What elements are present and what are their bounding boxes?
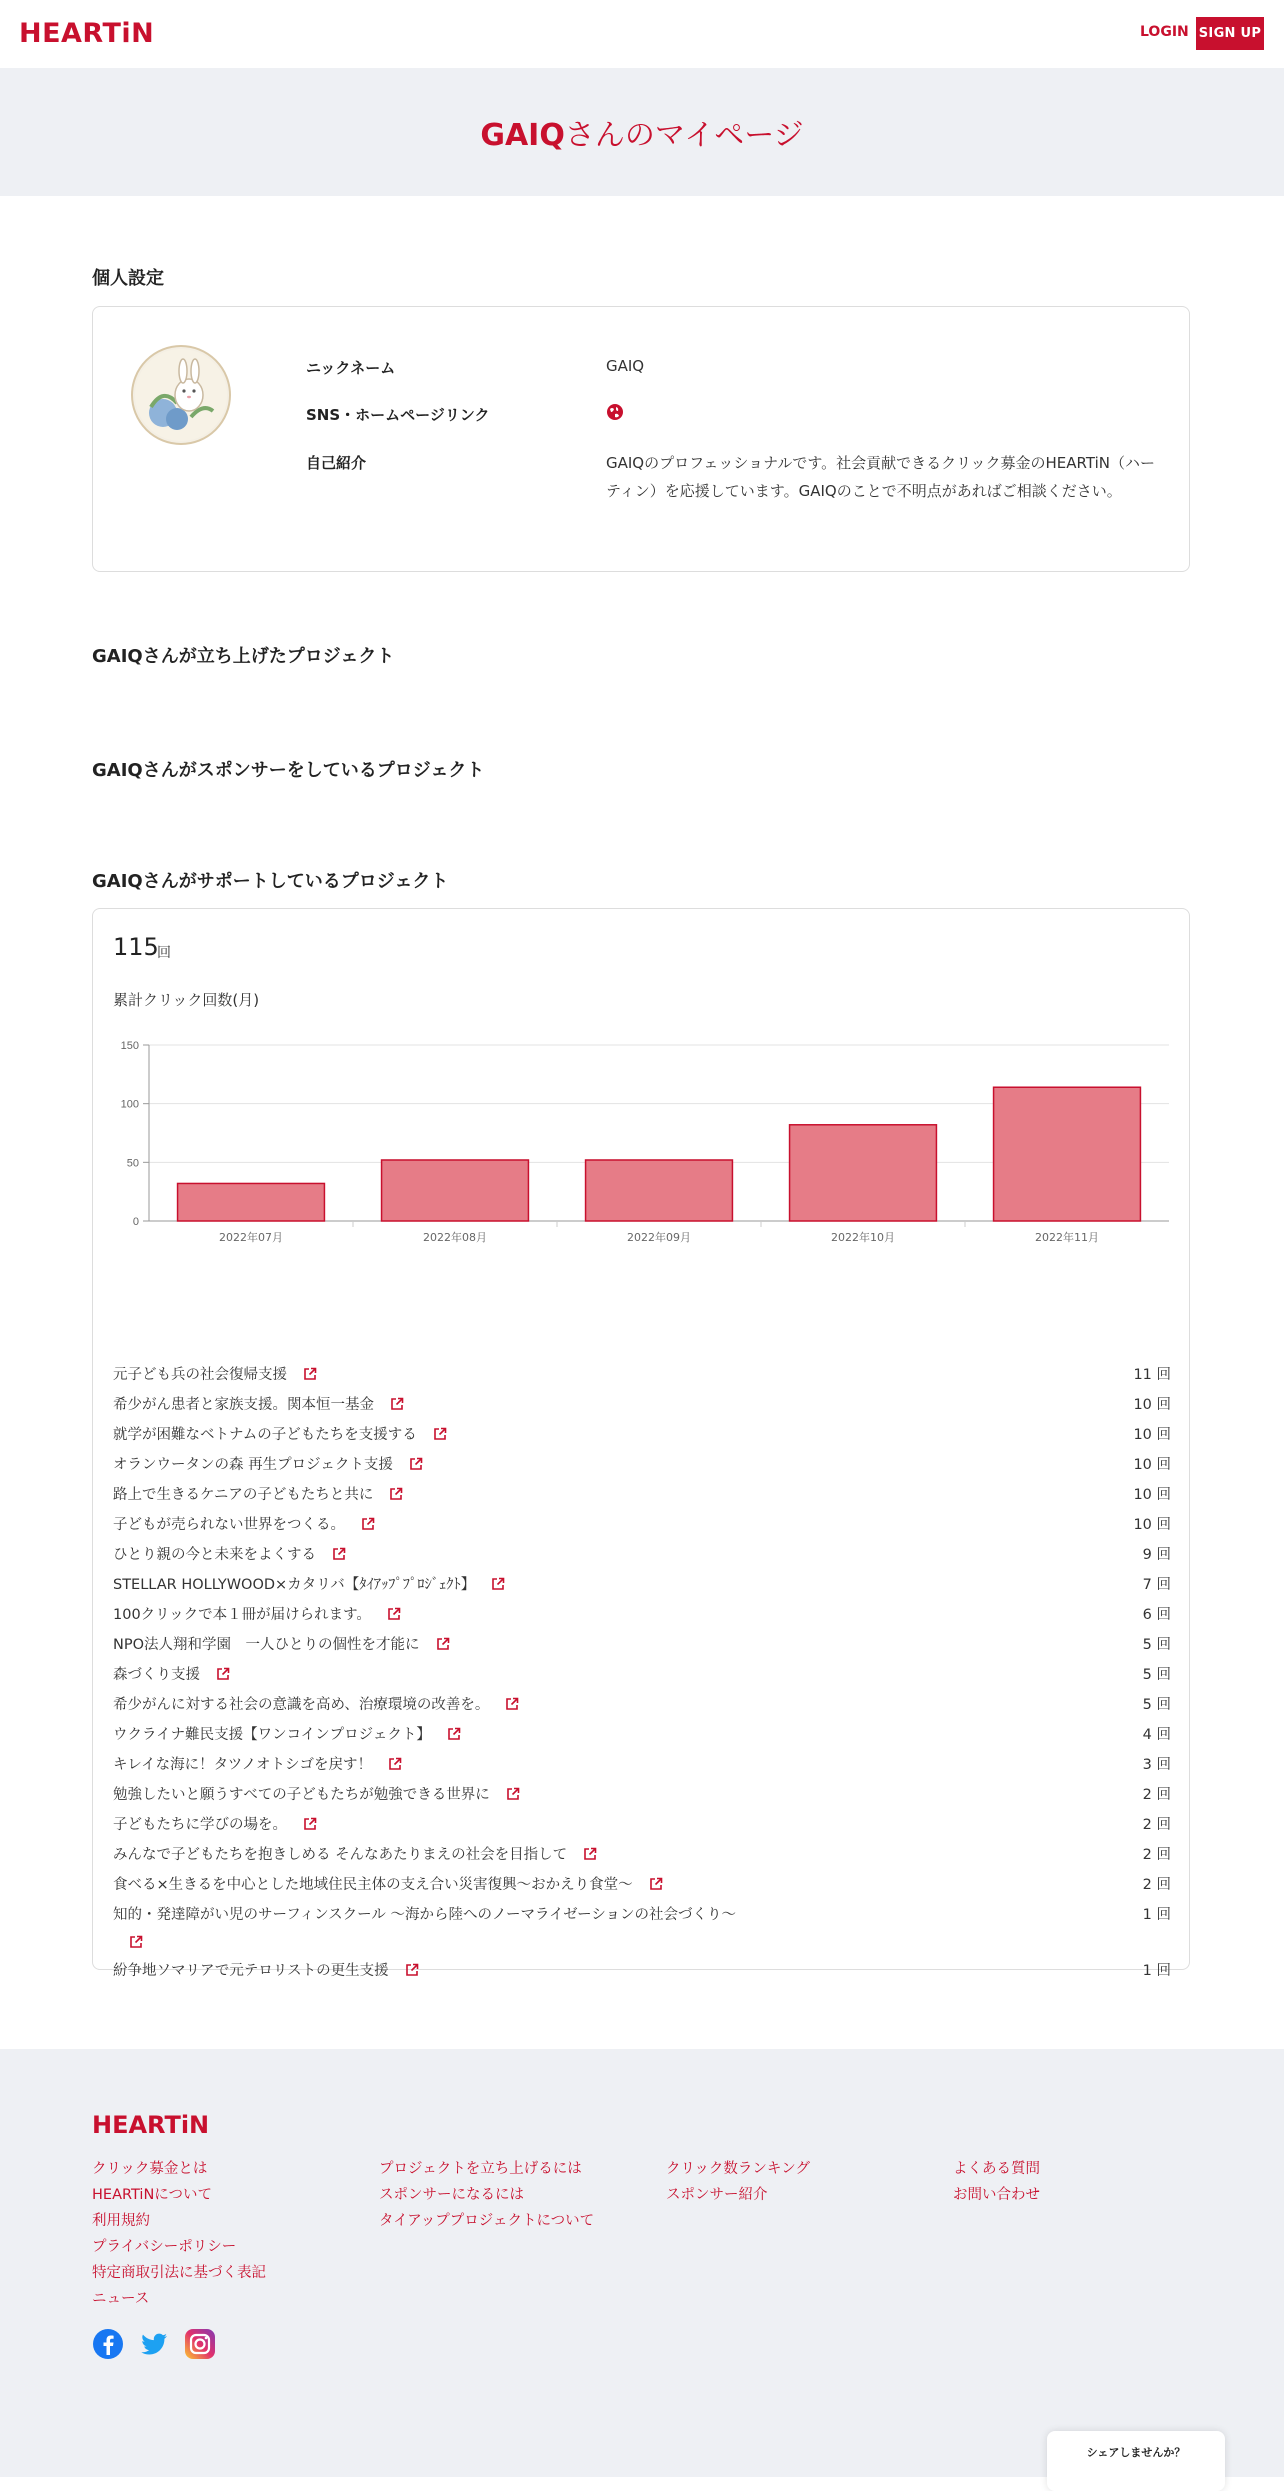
project-click-count: 1 回 — [1142, 1907, 1171, 1923]
x-tick-label: 2022年10月 — [831, 1231, 895, 1244]
total-click-count: 115 — [113, 933, 159, 961]
chart-bar — [178, 1183, 325, 1221]
heartin-logo[interactable]: HEARTiN — [19, 18, 155, 49]
project-click-count: 2 回 — [1142, 1847, 1171, 1863]
project-row — [113, 1541, 1171, 1571]
footer-col-3 — [666, 2156, 810, 2208]
project-click-count: 2 回 — [1142, 1787, 1171, 1803]
instagram-icon[interactable] — [184, 2328, 216, 2360]
project-name[interactable]: 就学が困難なベトナムの子どもたちを支援する — [113, 1427, 417, 1443]
project-click-count: 5 回 — [1142, 1697, 1171, 1713]
project-name[interactable]: ウクライナ難民支援【ワンコインプロジェクト】 — [113, 1727, 431, 1743]
external-link-icon[interactable] — [129, 1931, 143, 1959]
external-link-icon[interactable] — [409, 1453, 423, 1481]
chart-title: 累計クリック回数(月) — [113, 991, 260, 1009]
nickname-value: GAIQ — [606, 357, 645, 375]
sponsored-projects-title: GAIQさんがスポンサーをしているプロジェクト — [92, 760, 485, 781]
avatar — [131, 345, 231, 445]
page-title — [480, 110, 803, 154]
site-header — [0, 0, 1284, 68]
footer-link-start-project[interactable]: プロジェクトを立ち上げるには — [379, 2161, 582, 2177]
project-name[interactable]: 森づくり支援 — [113, 1667, 200, 1683]
project-row — [113, 1631, 1171, 1661]
page-title-suffix: さんのマイページ — [564, 118, 804, 153]
external-link-icon[interactable] — [405, 1959, 419, 1987]
project-click-count: 2 回 — [1142, 1877, 1171, 1893]
project-row — [113, 1721, 1171, 1751]
footer-link-tokushoho[interactable]: 特定商取引法に基づく表記 — [92, 2265, 266, 2281]
external-link-icon[interactable] — [303, 1363, 317, 1391]
launched-projects-title: GAIQさんが立ち上げたプロジェクト — [92, 646, 395, 667]
project-click-count: 11 回 — [1133, 1367, 1171, 1383]
project-click-count: 7 回 — [1142, 1577, 1171, 1593]
project-name[interactable]: STELLAR HOLLYWOOD×カタリバ【ﾀｲｱｯﾌﾟﾌﾟﾛｼﾞｪｸﾄ】 — [113, 1577, 476, 1593]
external-link-icon[interactable] — [506, 1783, 520, 1811]
social-links — [92, 2328, 216, 2360]
project-row — [113, 1811, 1171, 1841]
project-name[interactable]: 希少がんに対する社会の意識を高め、治療環境の改善を。 — [113, 1697, 490, 1713]
profile-section-title: 個人設定 — [92, 268, 164, 289]
external-link-icon[interactable] — [388, 1753, 402, 1781]
project-click-count: 3 回 — [1142, 1757, 1171, 1773]
x-tick-label: 2022年11月 — [1035, 1231, 1099, 1244]
external-link-icon[interactable] — [491, 1573, 505, 1601]
share-text: シェアしませんか？ — [1086, 2446, 1186, 2459]
footer-col-1 — [92, 2156, 266, 2312]
project-row — [113, 1901, 1171, 1957]
project-click-count: 10 回 — [1133, 1487, 1171, 1503]
support-card — [92, 908, 1190, 1979]
monthly-click-chart — [93, 1029, 1189, 1259]
project-name[interactable]: 食べる×生きるを中心とした地域住民主体の支え合い災害復興～おかえり食堂～ — [113, 1877, 633, 1893]
project-row — [113, 1511, 1171, 1541]
footer-col-4 — [953, 2156, 1040, 2208]
external-link-icon[interactable] — [389, 1483, 403, 1511]
project-click-count: 5 回 — [1142, 1637, 1171, 1653]
x-tick-label: 2022年08月 — [423, 1231, 487, 1244]
facebook-icon[interactable] — [92, 2328, 124, 2360]
site-footer — [0, 2049, 1284, 2477]
footer-logo[interactable]: HEARTiN — [92, 2111, 210, 2139]
project-row — [113, 1361, 1171, 1391]
y-tick-label: 0 — [132, 1216, 139, 1228]
footer-link-faq[interactable]: よくある質問 — [953, 2161, 1040, 2177]
project-name[interactable]: ひとり親の今と未来をよくする — [113, 1547, 316, 1563]
project-click-count: 4 回 — [1142, 1727, 1171, 1743]
footer-link-ranking[interactable]: クリック数ランキング — [666, 2161, 810, 2177]
external-link-icon[interactable] — [583, 1843, 597, 1871]
project-click-count: 10 回 — [1133, 1397, 1171, 1413]
external-link-icon[interactable] — [436, 1633, 450, 1661]
footer-link-about-heartin[interactable]: HEARTiNについて — [92, 2187, 213, 2203]
sns-link-label: SNS・ホームページリンク — [306, 406, 490, 424]
footer-link-sponsors[interactable]: スポンサー紹介 — [666, 2187, 768, 2203]
external-link-icon[interactable] — [387, 1603, 401, 1631]
external-link-icon[interactable] — [433, 1423, 447, 1451]
external-link-icon[interactable] — [505, 1693, 519, 1721]
project-row — [113, 1691, 1171, 1721]
project-name[interactable]: 希少がん患者と家族支援。関本恒一基金 — [113, 1397, 374, 1413]
project-row — [113, 1571, 1171, 1601]
project-row — [113, 1871, 1171, 1901]
project-click-count: 1 回 — [1142, 1963, 1171, 1979]
external-link-icon[interactable] — [447, 1723, 461, 1751]
project-name[interactable]: NPO法人翔和学園 一人ひとりの個性を才能に — [113, 1637, 420, 1653]
y-tick-label: 150 — [120, 1040, 139, 1052]
project-name[interactable]: 100クリックで本１冊が届けられます。 — [113, 1607, 371, 1623]
y-tick-label: 100 — [120, 1098, 139, 1111]
project-name[interactable]: 子どもが売られない世界をつくる。 — [113, 1517, 345, 1533]
project-click-count: 10 回 — [1133, 1517, 1171, 1533]
project-row — [113, 1841, 1171, 1871]
project-row — [113, 1421, 1171, 1451]
globe-icon[interactable] — [606, 403, 624, 425]
footer-link-contact[interactable]: お問い合わせ — [953, 2187, 1040, 2203]
external-link-icon[interactable] — [649, 1873, 663, 1901]
supported-projects-title: GAIQさんがサポートしているプロジェクト — [92, 871, 449, 892]
twitter-icon[interactable] — [138, 2328, 170, 2360]
y-tick-label: 50 — [126, 1157, 139, 1170]
chart-bar — [994, 1087, 1141, 1221]
external-link-icon[interactable] — [216, 1663, 230, 1691]
bio-label: 自己紹介 — [306, 454, 367, 472]
chart-bar — [586, 1160, 733, 1221]
project-name[interactable]: 路上で生きるケニアの子どもたちと共に — [113, 1487, 374, 1503]
external-link-icon[interactable] — [361, 1513, 375, 1541]
footer-col-2 — [379, 2156, 594, 2234]
nickname-label: ニックネーム — [306, 359, 396, 377]
project-row — [113, 1957, 1171, 1987]
signup-button[interactable]: SIGN UP — [1196, 17, 1264, 50]
project-click-count: 10 回 — [1133, 1457, 1171, 1473]
project-name[interactable]: 子どもたちに学びの場を。 — [113, 1817, 287, 1833]
external-link-icon[interactable] — [303, 1813, 317, 1841]
page-title-name: GAIQ — [480, 118, 565, 153]
footer-link-terms[interactable]: 利用規約 — [92, 2213, 150, 2229]
profile-card — [92, 306, 1190, 572]
page-hero — [0, 68, 1284, 196]
project-row — [113, 1751, 1171, 1781]
project-name[interactable]: 元子ども兵の社会復帰支援 — [113, 1367, 287, 1383]
chart-bar — [790, 1125, 937, 1221]
project-click-count: 6 回 — [1142, 1607, 1171, 1623]
project-click-count: 10 回 — [1133, 1427, 1171, 1443]
project-row — [113, 1661, 1171, 1691]
project-name[interactable]: 知的・発達障がい児のサーフィンスクール ～海から陸へのノーマライゼーションの社会づくり～ — [113, 1907, 737, 1923]
external-link-icon[interactable] — [332, 1543, 346, 1571]
project-click-count: 5 回 — [1142, 1667, 1171, 1683]
share-popup[interactable] — [1047, 2431, 1225, 2491]
project-row — [113, 1601, 1171, 1631]
x-tick-label: 2022年09月 — [627, 1231, 691, 1244]
project-row — [113, 1481, 1171, 1511]
project-name[interactable]: オランウータンの森 再生プロジェクト支援 — [113, 1457, 393, 1473]
x-tick-label: 2022年07月 — [219, 1231, 283, 1244]
footer-link-privacy[interactable]: プライバシーポリシー — [92, 2239, 237, 2255]
external-link-icon[interactable] — [390, 1393, 404, 1421]
project-name[interactable]: 紛争地ソマリアで元テロリストの更生支援 — [113, 1963, 389, 1979]
project-click-count: 2 回 — [1142, 1817, 1171, 1833]
chart-bar — [382, 1160, 529, 1221]
project-click-count: 9 回 — [1142, 1547, 1171, 1563]
login-link[interactable]: LOGIN — [1140, 24, 1189, 40]
project-row — [113, 1451, 1171, 1481]
footer-link-news[interactable]: ニュース — [92, 2291, 150, 2307]
bio-text: GAIQのプロフェッショナルです。社会貢献できるクリック募金のHEARTiN（ハーティン）を応援しています。GAIQのことで不明点があればご相談ください。 — [606, 454, 1155, 500]
project-row — [113, 1391, 1171, 1421]
footer-link-become-sponsor[interactable]: スポンサーになるには — [379, 2187, 524, 2203]
project-name[interactable]: 勉強したいと願うすべての子どもたちが勉強できる世界に — [113, 1787, 490, 1803]
footer-link-tieup[interactable]: タイアッププロジェクトについて — [379, 2213, 595, 2229]
total-click-unit: 回 — [157, 945, 171, 961]
project-name[interactable]: キレイな海に！タツノオトシゴを戻す！ — [113, 1757, 372, 1773]
project-name[interactable]: みんなで子どもたちを抱きしめる そんなあたりまえの社会を目指して — [113, 1847, 568, 1863]
project-row — [113, 1781, 1171, 1811]
footer-link-about-click[interactable]: クリック募金とは — [92, 2161, 208, 2177]
supported-project-list — [113, 1361, 1171, 1987]
